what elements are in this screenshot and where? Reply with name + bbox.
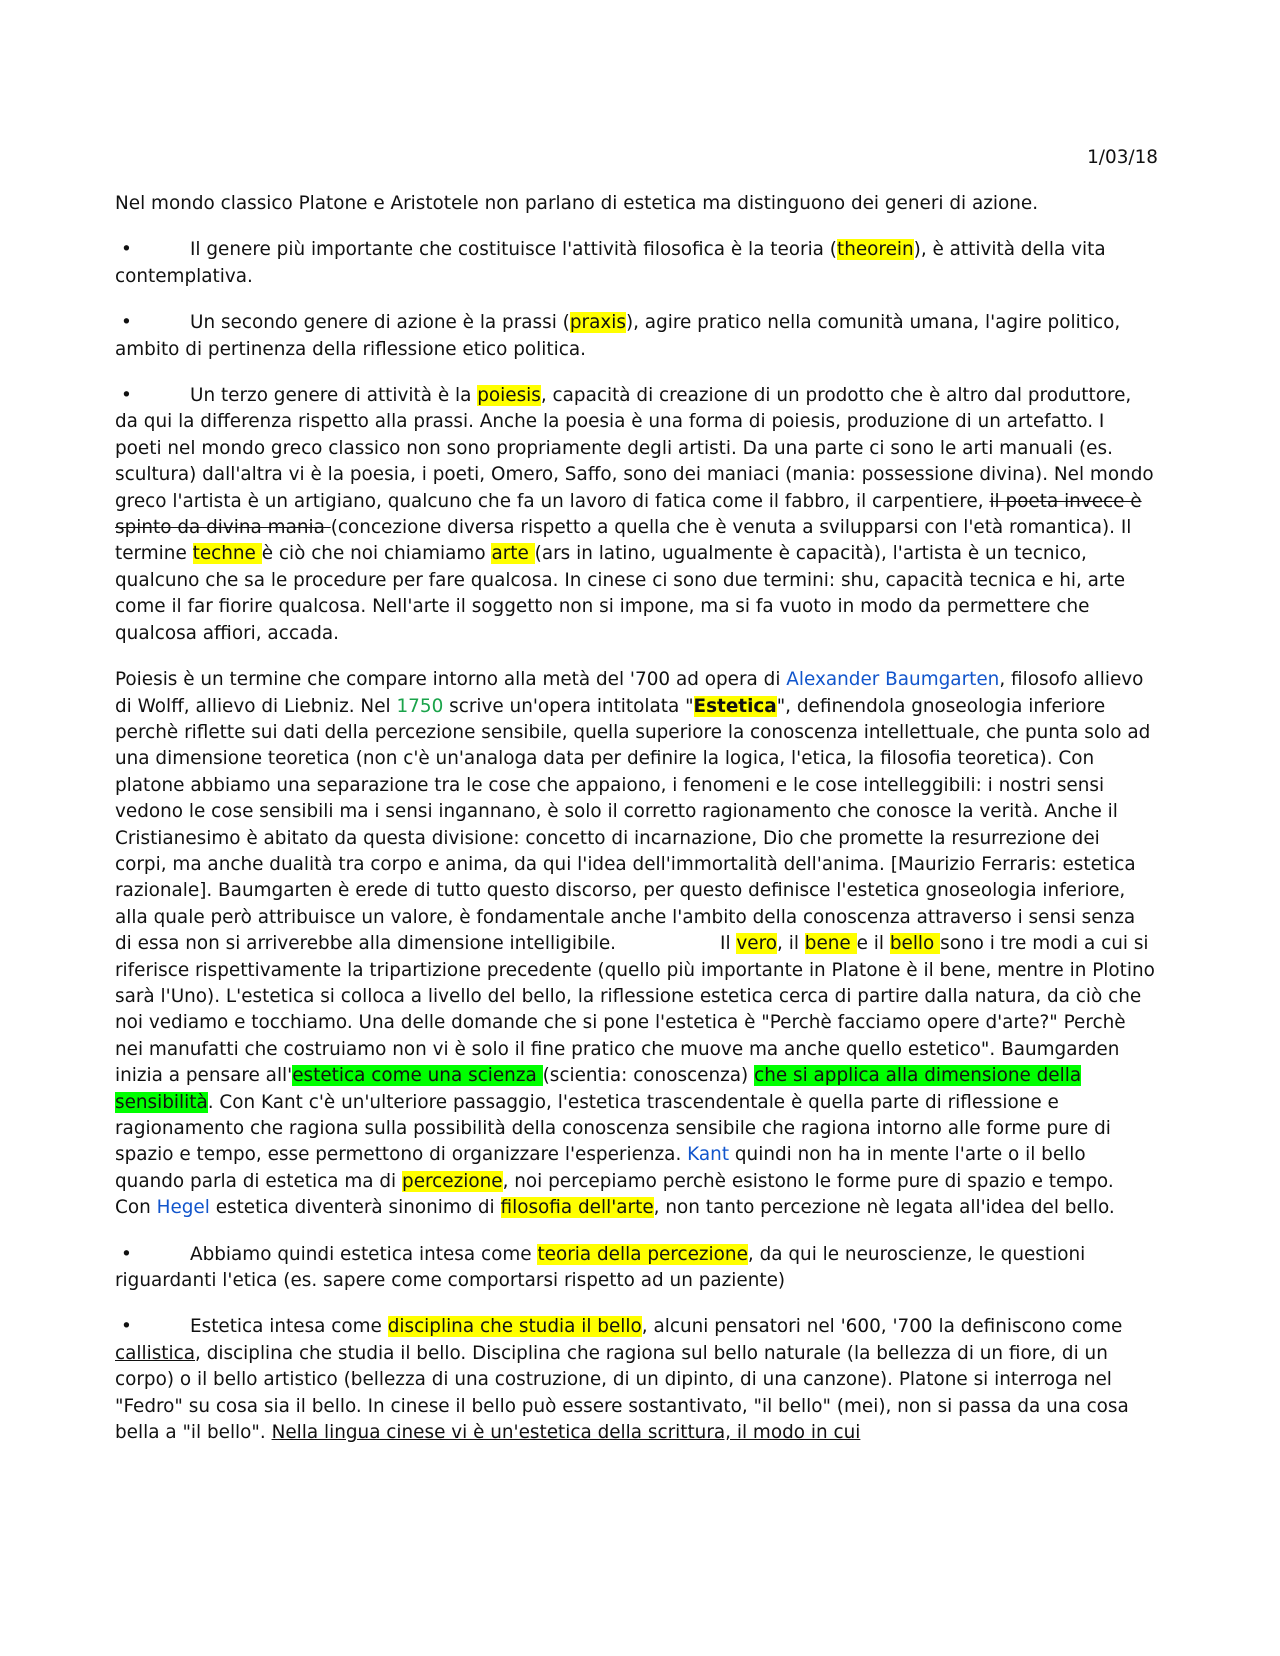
bullet-icon: • (121, 239, 132, 261)
link-kant[interactable]: Kant (687, 1144, 730, 1166)
highlight-percezione: percezione (402, 1170, 503, 1192)
baumgarten-paragraph: Poiesis è un termine che compare intorno alla metà del '700 ad opera di Alexander Baumgarten, filosofo allievo di Wolff, allievo di Liebniz. Nel 1750 scrive un'opera intitolata "Estetica", definendola gnoseologia inferiore perchè riflette sui dati della percezione sensibile, quella superiore la conoscenza intellettuale, che punta solo ad una dimensione teoretica (non c'è un'analoga data per definire la logica, l'etica, la filosofia teoretica). Con platone abbiamo una separazione tra le cose che appaiono, i fenomeni e le cose intelleggibili: i nostri sensi vedono le cose sensibili ma i sensi ingannano, è solo il corretto ragionamento che conosce la verità. Anche il Cristianesimo è abitato da questa divisione: concetto di incarnazione, Dio che promette la resurrezione dei corpi, ma anche dualità tra corpo e anima, da qui l'idea dell'immortalità dell'anima. [Maurizio Ferraris: estetica razionale]. Baumgarten è erede di tutto questo discorso, per questo definisce l'estetica gnoseologia inferiore, alla quale però attribuisce un valore, è fondamentale anche l'ambito della conoscenza attraverso i sensi senza di essa non si arriverebbe alla dimensione intelligibile. Il vero, il bene e il bello sono i tre modi a cui si riferisce rispettivamente la tripartizione precedente (quello più importante in Platone è il bene, mentre in Plotino sarà l'Uno). L'estetica si colloca a livello del bello, la riflessione estetica cerca di partire dalla natura, da ciò che noi vediamo e tocchiamo. Una delle domande che si pone l'estetica è "Perchè facciamo opere d'arte?" Perchè nei manufatti che costruiamo non vi è solo il fine pratico che muove ma anche quello estetico". Baumgarden inizia a pensare all'estetica come una scienza (scientia: conoscenza) che si applica alla dimensione della sensibilità. Con Kant c'è un'ulteriore passaggio, l'estetica trascendentale è quella parte di riflessione e ragionamento che ragiona sulla possibilità della conoscenza sensibile che ragiona intorno alle forme pure di spazio e tempo, esse permettono di organizzare l'esperienza. Kant quindi non ha in mente l'arte o il bello quando parla di estetica ma di percezione, noi percepiamo perchè esistono le forme pure di spazio e tempo. Con Hegel estetica diventerà sinonimo di filosofia dell'arte, non tanto percezione nè legata all'idea del bello. (115, 669, 1155, 1219)
list-item: • Il genere più importante che costituisce l'attività filosofica è la teoria (theorein), è attività della vita contemplativa. (115, 239, 1106, 287)
list-item: • Abbiamo quindi estetica intesa come teoria della percezione, da qui le neuroscienze, le questioni riguardanti l'etica (es. sapere come comportarsi rispetto ad un paziente) (115, 1243, 1086, 1292)
underlined-callistica: callistica (115, 1342, 195, 1364)
highlight-techne: techne (192, 543, 262, 565)
document-date: 1/03/18 (1087, 147, 1158, 168)
highlight-teoria-percezione: teoria della percezione (537, 1243, 748, 1265)
highlight-arte: arte (491, 543, 535, 565)
highlight-bene: bene (804, 933, 857, 955)
highlight-disciplina-bello: disciplina che studia il bello (387, 1316, 642, 1338)
list-item: • Un secondo genere di azione è la prassi (praxis), agire pratico nella comunità umana, l'agire politico, ambito di pertinenza della riflessione etico politica. (115, 312, 1121, 360)
year-1750: 1750 (396, 695, 444, 717)
highlight-vero: vero (736, 933, 778, 955)
bullet-icon: • (121, 385, 132, 407)
highlight-green-sensibilita: che si applica alla dimensione della sensibilità (115, 1065, 1082, 1113)
list-item: • Un terzo genere di attività è la poiesis, capacità di creazione di un prodotto che è altro dal produttore, da qui la differenza rispetto alla prassi. Anche la poesia è una forma di poiesis, produzione di un artefatto. I poeti nel mondo greco classico non sono propriamente degli artisti. Da una parte ci sono le arti manuali (es. scultura) dall'altra vi è la poesia, i poeti, Omero, Saffo, sono dei maniaci (mania: possessione divina). Nel mondo greco l'artista è un artigiano, qualcuno che fa un lavoro di fatica come il fabbro, il carpentiere, il poeta invece è spinto da divina mania (concezione diversa rispetto a quella che è venuta a svilupparsi con l'età romantica). Il termine techne è ciò che noi chiamiamo arte (ars in latino, ugualmente è capacità), l'artista è un tecnico, qualcuno che sa le procedure per fare qualcosa. In cinese ci sono due termini: shu, capacità tecnica e hi, arte come il far fiorire qualcosa. Nell'arte il soggetto non si impone, ma si fa vuoto in modo da permettere che qualcosa affiori, accada. (115, 385, 1154, 644)
highlight-green-scienza: estetica come una scienza (292, 1065, 543, 1087)
highlight-theorein: theorein (836, 239, 914, 261)
highlight-filosofia-arte: filosofia dell'arte (500, 1197, 654, 1219)
underlined-sentence: Nella lingua cinese vi è un'estetica della scrittura, il modo in cui (271, 1422, 861, 1444)
link-hegel[interactable]: Hegel (156, 1197, 210, 1219)
list-item: • Estetica intesa come disciplina che studia il bello, alcuni pensatori nel '600, '700 la definiscono come callistica, disciplina che studia il bello. Disciplina che ragiona sul bello naturale (la bellezza di un fiore, di un corpo) o il bello artistico (bellezza di una costruzione, di un dipinto, di una canzone). Platone si interroga nel "Fedro" su cosa sia il bello. In cinese il bello può essere sostantivato, "il bello" (mei), non si passa da una cosa bella a "il bello". Nella lingua cinese vi è un'estetica della scrittura, il modo in cui (115, 1316, 1129, 1444)
highlight-poiesis: poiesis (477, 385, 541, 407)
document-body (115, 191, 1155, 1466)
bullet-icon: • (121, 1243, 132, 1265)
highlight-estetica: Estetica (693, 695, 777, 717)
link-baumgarten[interactable]: Alexander Baumgarten (786, 669, 1000, 691)
bullet-icon: • (121, 1316, 132, 1338)
highlight-bello: bello (889, 933, 941, 955)
intro-paragraph: Nel mondo classico Platone e Aristotele non parlano di estetica ma distinguono dei generi di azione. (115, 193, 1039, 214)
bullet-icon: • (121, 312, 132, 334)
strikethrough-text: il poeta invece è spinto da divina mania (115, 490, 1142, 539)
highlight-praxis: praxis (569, 312, 626, 334)
